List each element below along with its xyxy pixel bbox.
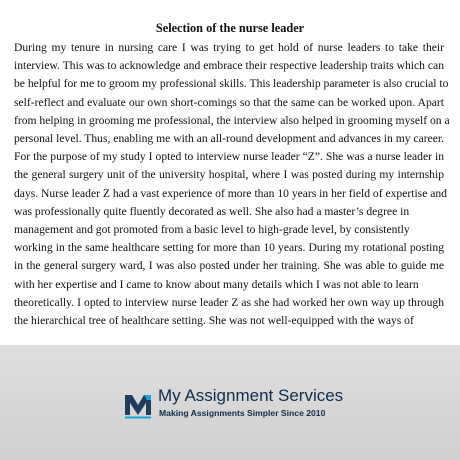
paragraph-line: interview. This was to acknowledge and embrace their respective leadership traits which can — [14, 59, 444, 73]
paragraph-line: the hierarchical tree of healthcare setting. She was not well-equipped with the ways of — [14, 314, 414, 328]
paragraph-line: the general surgery unit of the university hospital, where I was posted during my internship — [14, 168, 444, 182]
paragraph-line: in the general surgery ward, I was also posted under her training. She was able to guide me — [14, 259, 444, 273]
paragraph-line: with her expertise and I came to know about many details which I was not able to learn — [14, 277, 419, 291]
paragraph-line: theoretically. I opted to interview nurse leader Z as she had worked her own way up through — [14, 295, 444, 309]
paragraph-line: days. Nurse leader Z had a vast experience of more than 10 years in her field of expertise and — [14, 186, 447, 200]
paragraph-line: management and got promoted from a basic level to high-grade level, by consistently — [14, 223, 410, 237]
paragraph-line: personal level. Thus, enabling me with an all-round development and advances in my career. — [14, 132, 444, 146]
paragraph-line: self-reflect and evaluate our own short-comings so that the same can be worked upon. Apart — [14, 95, 444, 109]
brand-tagline: Making Assignments Simpler Since 2010 — [159, 408, 326, 418]
brand-watermark — [122, 386, 352, 430]
paragraph-line: working in the same healthcare setting for more than 10 years. During my rotational posting — [14, 241, 444, 255]
document-title: Selection of the nurse leader — [155, 21, 305, 35]
brand-name: My Assignment Services — [158, 386, 344, 405]
paragraph-line: was professionally quite fluently decorated as well. She also had a master’s degree in — [14, 204, 410, 218]
m-letter-logo-icon — [122, 388, 154, 420]
body-paragraph — [14, 39, 450, 330]
paragraph-line: from helping in grooming me professional, the interview also helped in grooming myself on a — [14, 113, 450, 127]
paragraph-line: For the purpose of my study I opted to interview nurse leader “Z”. She was a nurse leader in — [14, 150, 444, 164]
paragraph-line: be helpful for me to groom my professional skills. This leadership parameter is also crucial to — [14, 77, 449, 91]
paragraph-line: During my tenure in nursing care I was trying to get hold of nurse leaders to take their — [14, 41, 444, 54]
